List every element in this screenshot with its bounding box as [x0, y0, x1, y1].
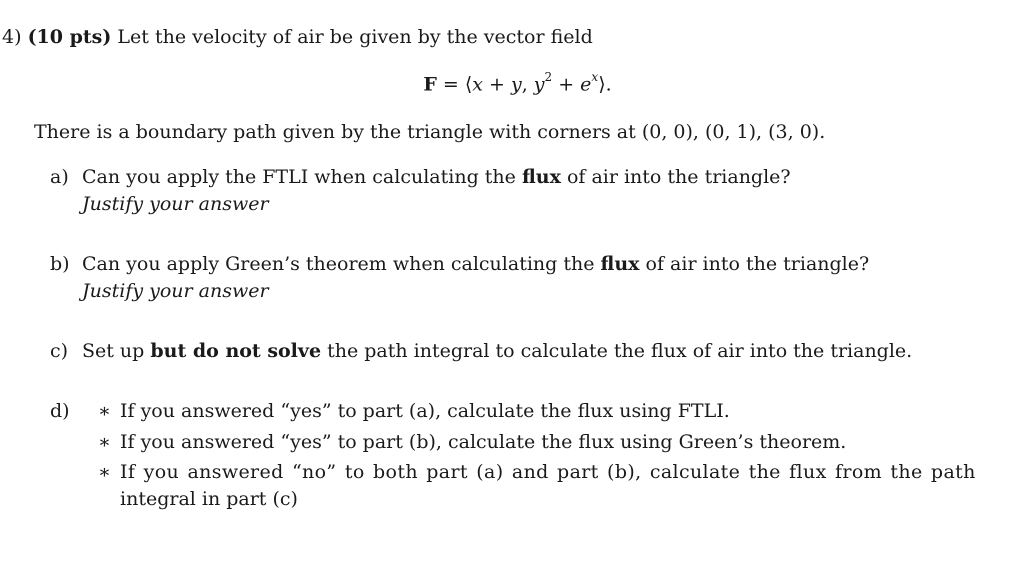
part-d-bullet-3-continued: integral in part (c)	[120, 488, 298, 510]
part-a-bold: flux	[521, 166, 561, 188]
part-d-bullet-3	[98, 461, 976, 483]
eq-exponent: x	[591, 70, 599, 84]
eq-comma: ,	[521, 73, 534, 96]
eq-open: = ⟨	[436, 73, 473, 96]
problem-number: 4)	[2, 26, 22, 48]
bullet-star-icon: ∗	[98, 431, 111, 453]
part-c-text: Set up	[82, 340, 151, 362]
part-b-text: Can you apply Green’s theorem when calculating the	[82, 253, 601, 275]
eq-plus: +	[482, 73, 511, 96]
part-b-text-end: of air into the triangle?	[639, 253, 870, 275]
intro-text: There is a boundary path given by the triangle with corners at (0, 0), (0, 1), (3, 0).	[34, 121, 826, 143]
bullet-text: If you answered “no” to both part (a) and part (b), calculate the flux from the path	[120, 461, 976, 483]
problem-points: (10 pts)	[27, 26, 112, 48]
part-b-justify: Justify your answer	[82, 280, 269, 302]
bullet-text: If you answered “yes” to part (b), calculate the flux using Green’s theorem.	[120, 431, 847, 453]
part-d-label: d)	[50, 400, 70, 422]
part-d-bullet-1	[98, 400, 730, 422]
bullet-star-icon: ∗	[98, 400, 111, 422]
eq-y2: y	[533, 73, 545, 96]
field-symbol: F	[423, 73, 437, 96]
part-a-question	[50, 166, 791, 188]
part-c-question	[50, 340, 912, 362]
problem-statement: Let the velocity of air be given by the vector field	[117, 26, 593, 48]
part-c-bold: but do not solve	[150, 340, 322, 362]
bullet-text: If you answered “yes” to part (a), calculate the flux using FTLI.	[120, 400, 730, 422]
part-b-bold: flux	[600, 253, 640, 275]
eq-x: x	[472, 73, 483, 96]
part-b-label: b)	[50, 253, 70, 275]
part-a-label: a)	[50, 166, 69, 188]
problem-header	[2, 26, 593, 48]
bullet-star-icon: ∗	[98, 461, 111, 483]
eq-close: ⟩.	[598, 73, 612, 96]
part-d-bullet-2	[98, 431, 846, 453]
part-a-justify: Justify your answer	[82, 193, 269, 215]
eq-y: y	[510, 73, 522, 96]
part-c-text-end: the path integral to calculate the flux of air into the triangle.	[321, 340, 913, 362]
eq-square: 2	[544, 70, 553, 84]
eq-e: e	[580, 73, 592, 96]
part-c-label: c)	[50, 340, 69, 362]
vector-field-equation	[0, 72, 1035, 95]
part-b-question	[50, 253, 869, 275]
part-a-text: Can you apply the FTLI when calculating the	[82, 166, 522, 188]
eq-plus-2: +	[552, 73, 581, 96]
part-a-text-end: of air into the triangle?	[560, 166, 791, 188]
